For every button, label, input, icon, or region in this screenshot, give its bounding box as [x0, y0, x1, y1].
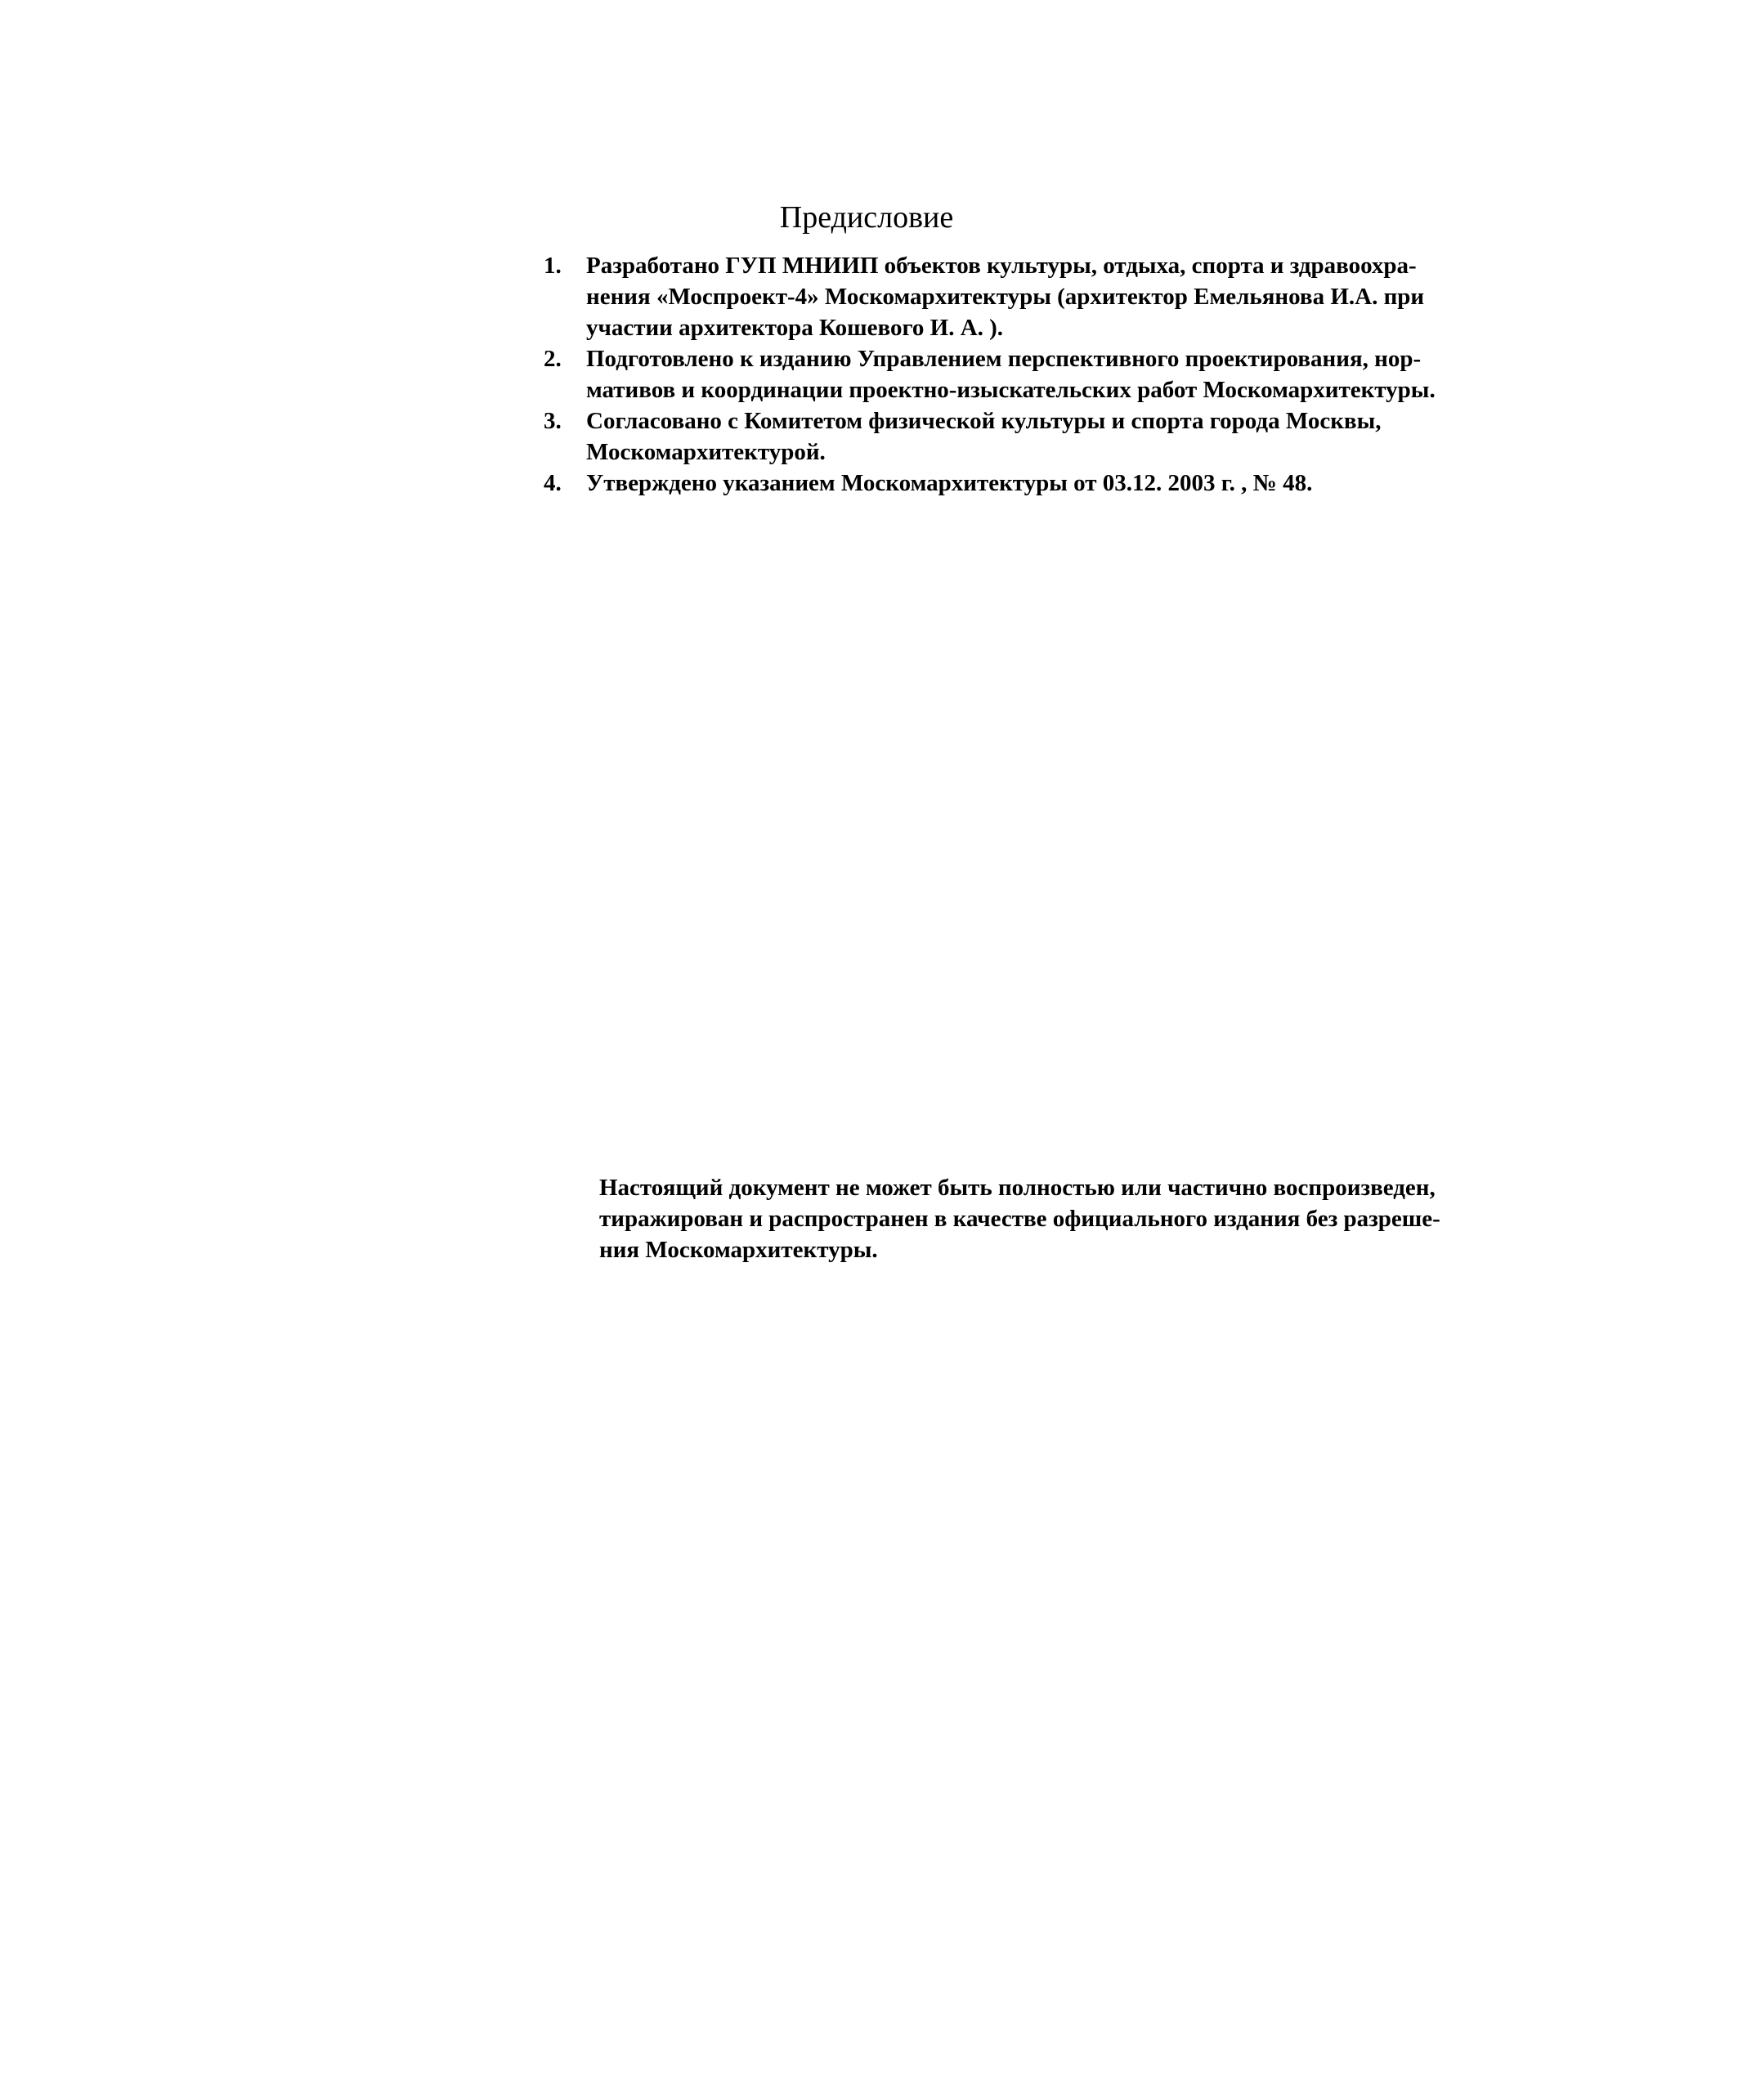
list-item-1 [544, 250, 1525, 343]
list-item-text-line: Разработано ГУП МНИИП объектов культуры, отдыха, спорта и здравоохра- [586, 253, 1417, 279]
notice-text-line: ния Москомархитектуры. [599, 1237, 878, 1263]
list-item-number: 1. [544, 253, 562, 279]
notice-text-line: Настоящий документ не может быть полностью или частично воспроизведен, [599, 1175, 1436, 1201]
list-item-3 [544, 405, 1525, 468]
list-item-4 [544, 468, 1525, 499]
list-item-number: 4. [544, 470, 562, 496]
notice-text-line: тиражирован и распространен в качестве официального издания без разреше- [599, 1206, 1440, 1232]
list-item-text-line: Подготовлено к изданию Управлением перспективного проектирования, нор- [586, 346, 1422, 372]
list-item-text-line: нения «Моспроект-4» Москомархитектуры (архитектор Емельянова И.А. при [586, 284, 1425, 310]
list-item-text-line: Москомархитектурой. [586, 439, 826, 465]
page-title: Предисловие [779, 200, 954, 235]
list-item-number: 2. [544, 346, 562, 372]
list-item-text-line: мативов и координации проектно-изыскательских работ Москомархитектуры. [586, 377, 1436, 403]
copyright-notice [599, 1172, 1539, 1265]
list-item-text-line: Утверждено указанием Москомархитектуры от 03.12. 2003 г. , № 48. [586, 470, 1313, 496]
preface-list [544, 250, 1525, 499]
list-item-text-line: участии архитектора Кошевого И. А. ). [586, 315, 1004, 341]
list-item-text-line: Согласовано с Комитетом физической культуры и спорта города Москвы, [586, 408, 1382, 434]
list-item-2 [544, 343, 1525, 405]
list-item-number: 3. [544, 408, 562, 434]
